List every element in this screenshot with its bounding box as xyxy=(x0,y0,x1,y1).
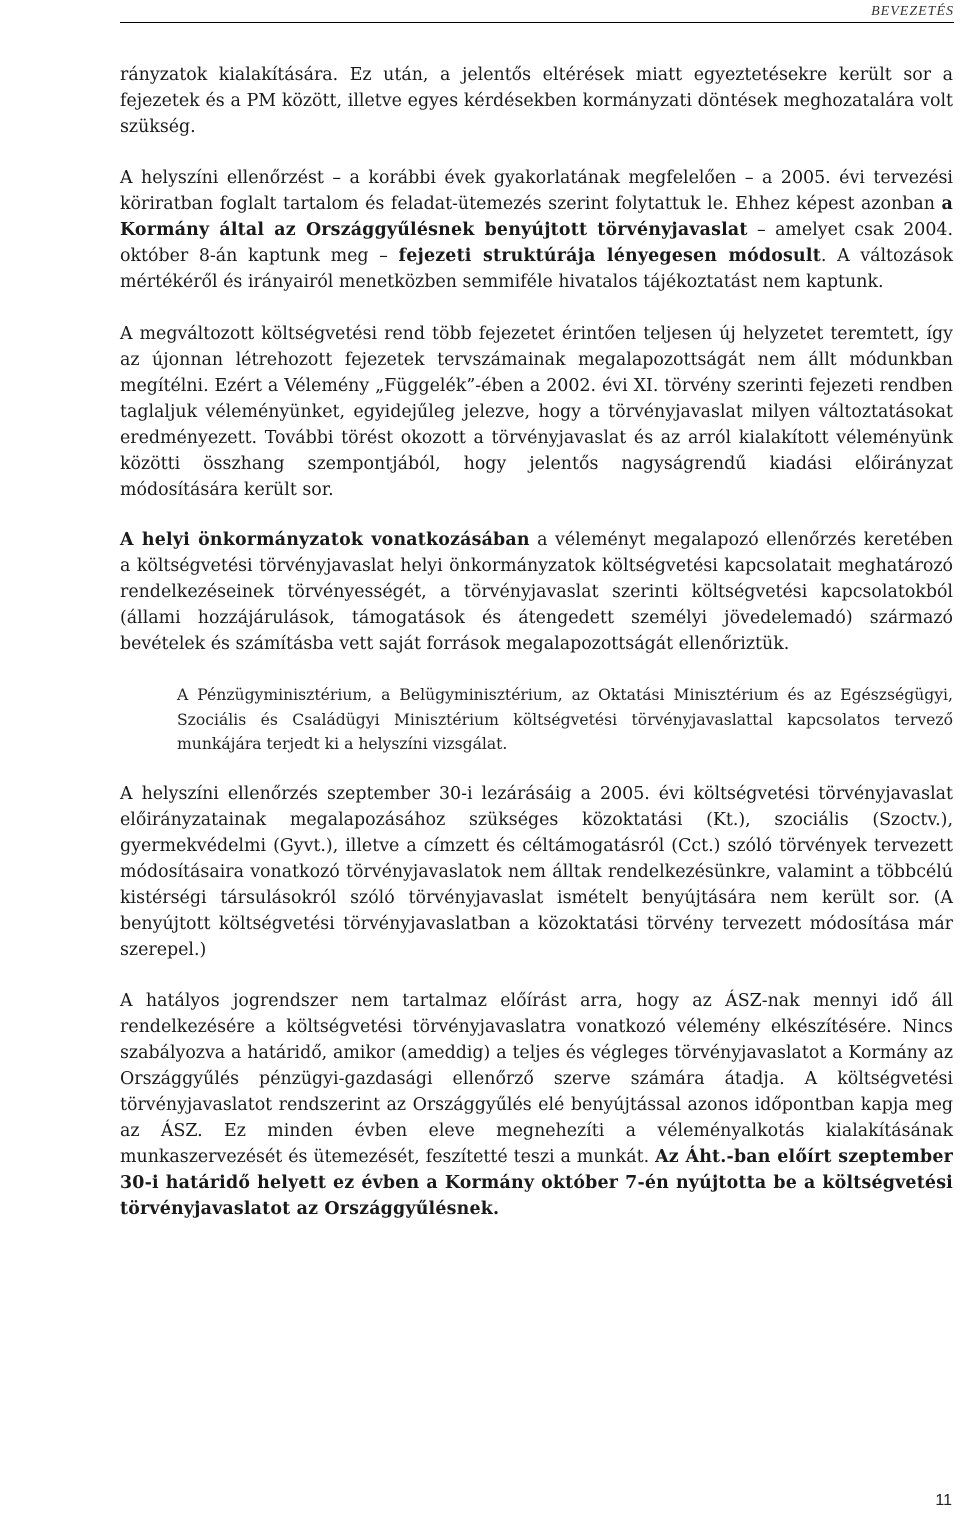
paragraph-local-governments xyxy=(120,527,953,657)
indented-note: A Pénzügyminisztérium, a Belügyminisztérium, az Oktatási Minisztérium és az Egészségügyi, Szociális és Családügyi Minisztérium költségvetési törvényjavaslattal kapcsolatos tervező munkájára terjedt ki a helyszíni vizsgálat. xyxy=(177,686,953,753)
emphasis-structure: fejezeti struktúrája lényegesen módosult xyxy=(398,246,821,266)
paragraph-continuation: rányzatok kialakítására. Ez után, a jelentős eltérések miatt egyeztetésekre került sor a fejezetek és a PM között, illetve egyes kérdésekben kormányzati döntések meghozatalára volt szükség. xyxy=(120,65,953,137)
text-segment: A helyszíni ellenőrzést – a korábbi évek gyakorlatának megfelelően – a 2005. évi tervezési köriratban foglalt tartalom és feladat-ütemezés szerint folytattuk le. Ehhez képest azonban xyxy=(120,168,953,214)
text-segment: A hatályos jogrendszer nem tartalmaz előírást arra, hogy az ÁSZ-nak mennyi idő áll rendelkezésére a költségvetési törvényjavaslatra vonatkozó vélemény elkészítésére. Nincs szabályozva a határidő, amikor (ameddig) a teljes és végleges törvényjavaslatot a Kormány az Országgyűlés pénzügyi-gazdasági ellenőrző szerve számára átadja. A költségvetési törvényjavaslatot rendszerint az Országgyűlés elé benyújtással azonos időpontban kapja meg az ÁSZ. Ez minden évben eleve megnehezíti a véleményalkotás kialakításának munkaszervezését és ütemezését, feszítetté teszi a munkát. xyxy=(120,990,953,1167)
paragraph-september-closing: A helyszíni ellenőrzés szeptember 30-i lezárásáig a 2005. évi költségvetési törvényjavaslat előirányzatainak megalapozásához szükséges közoktatási (Kt.), szociális (Szoctv.), gyermekvédelmi (Gyvt.), illetve a címzett és céltámogatásról (Cct.) szóló törvények tervezett módosításaira vonatkozó törvényjavaslatok nem álltak rendelkezésünkre, valamint a többcélú kistérségi társulásokról szóló törvényjavaslat ismételt benyújtására nem került sor. (A benyújtott költségvetési törvényjavaslatban a közoktatási törvény tervezett módosítása már szerepel.) xyxy=(120,783,953,960)
emphasis-bill: a Kormány által az Országgyűlésnek benyújtott törvényjavaslat xyxy=(120,194,953,240)
section-title: BEVEZETÉS xyxy=(871,4,954,19)
emphasis-local-governments: A helyi önkormányzatok vonatkozásában xyxy=(120,530,530,550)
text-segment: . A változások mértékéről és irányairól menetközben semmiféle hivatalos tájékoztatást nem kaptunk. xyxy=(120,246,953,292)
paragraph-legal-framework xyxy=(120,988,953,1222)
text-segment: – amelyet csak 2004. október 8-án kaptunk meg – xyxy=(120,220,953,266)
document-body xyxy=(120,62,953,1222)
page-number: 11 xyxy=(935,1492,952,1509)
running-header xyxy=(120,0,954,23)
paragraph-inspection xyxy=(120,165,953,295)
text-segment: a véleményt megalapozó ellenőrzés keretében a költségvetési törvényjavaslat helyi önkormányzatok költségvetési kapcsolatait meghatározó rendelkezéseinek törvényességét, a törvényjavaslat szerinti költségvetési kapcsolatokból (állami hozzájárulások, támogatások és átengedett személyi jövedelemadó) származó bevételek és számításba vett saját források megalapozottságát ellenőriztük. xyxy=(120,530,953,654)
emphasis-deadline: Az Áht.-ban előírt szeptember 30-i határidő helyett ez évben a Kormány október 7-én nyújtotta be a költségvetési törvényjavaslatot az Országgyűlésnek. xyxy=(120,1146,953,1219)
paragraph-budget-order: A megváltozott költségvetési rend több fejezetet érintően teljesen új helyzetet teremtett, így az újonnan létrehozott fejezetek tervszámainak megalapozottságát nem állt módunkban megítélni. Ezért a Vélemény „Függelék”-ében a 2002. évi XI. törvény szerinti fejezeti rendben taglaljuk véleményünket, egyidejűleg jelezve, hogy a törvényjavaslat milyen változtatásokat eredményezett. További törést okozott a törvényjavaslat és az arról kialakított véleményünk közötti összhang szempontjából, hogy jelentős nagyságrendű kiadási előirányzat módosítására került sor. xyxy=(120,324,953,500)
